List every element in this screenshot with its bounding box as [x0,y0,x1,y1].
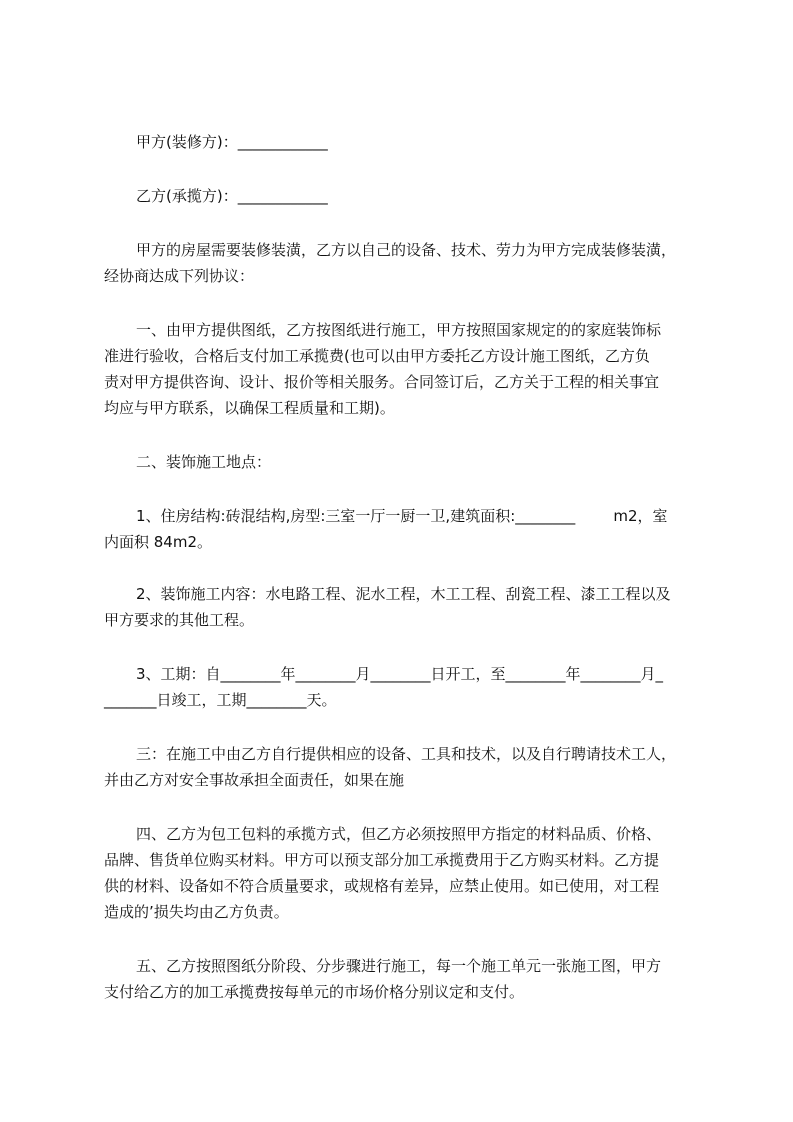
party-a-line [136,132,328,152]
clause-4-line-1: 四、乙方为包工包料的承揽方式，但乙方必须按照甲方指定的材料品质、价格、 [136,825,662,843]
item-3-line-2: _______日竣工，工期________天。 [104,691,337,709]
intro-line-1: 甲方的房屋需要装修装潢，乙方以自己的设备、技术、劳力为甲方完成装修装潢， [136,241,677,259]
clause-5-line-1: 五、乙方按照图纸分阶段、分步骤进行施工，每一个施工单元一张施工图，甲方 [136,957,662,975]
clause-3-line-2: 并由乙方对安全事故承担全面责任，如果在施 [104,771,405,789]
clause-1-line-3: 责对甲方提供咨询、设计、报价等相关服务。合同签订后，乙方关于工程的相关事宜 [104,373,660,391]
item-1-line-1: 1、住房结构:砖混结构,房型:三室一厅一厨一卫,建筑面积:________ m2，室 [136,507,668,525]
clause-5-line-2: 支付给乙方的加工承揽费按每单元的市场价格分别议定和支付。 [104,983,525,1001]
intro-line-2: 经协商达成下列协议： [104,267,255,285]
party-b-name-blank: ____________ [237,187,328,205]
clause-4-line-2: 品牌、售货单位购买材料。甲方可以预支部分加工承揽费用于乙方购买材料。乙方提 [104,851,660,869]
clause-4-line-3: 供的材料、设备如不符合质量要求，或规格有差异，应禁止使用。如已使用，对工程 [104,877,660,895]
clause-3-line-1: 三：在施工中由乙方自行提供相应的设备、工具和技术，以及自行聘请技术工人， [136,745,677,763]
item-3-line-1: 3、工期：自________年________月________日开工，至________年________月_ [136,665,664,683]
item-2-line-1: 2、装饰施工内容：水电路工程、泥水工程，木工工程、刮瓷工程、漆工工程以及 [136,585,671,603]
clause-1-line-2: 准进行验收，合格后支付加工承揽费(也可以由甲方委托乙方设计施工图纸，乙方负 [104,347,650,365]
item-2-line-2: 甲方要求的其他工程。 [104,611,255,629]
party-b-label: 乙方(承揽方)： [136,187,238,205]
clause-4-line-4: 造成的’损失均由乙方负责。 [104,903,289,921]
clause-2-heading: 二、装饰施工地点： [136,453,272,471]
party-b-line [136,186,328,206]
clause-1-line-4: 均应与甲方联系，以确保工程质量和工期)。 [104,399,395,417]
party-a-name-blank: ____________ [237,133,328,151]
clause-1-line-1: 一、由甲方提供图纸，乙方按图纸进行施工，甲方按照国家规定的的家庭装饰标 [136,321,662,339]
item-1-line-2: 内面积 84m2。 [104,533,213,551]
party-a-label: 甲方(装修方)： [136,133,238,151]
